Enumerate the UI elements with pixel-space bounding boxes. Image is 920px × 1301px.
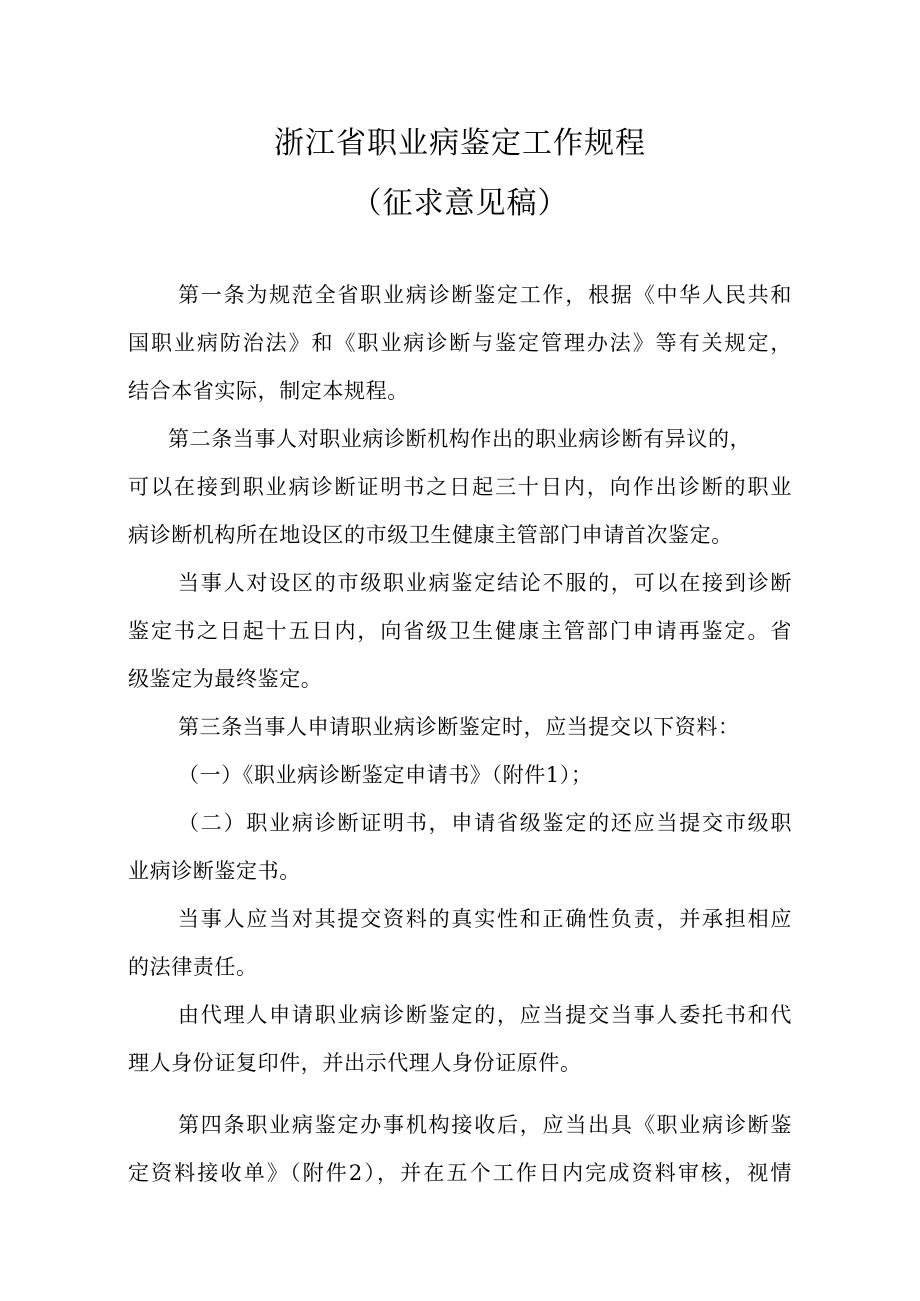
document-subtitle: （征求意见稿） <box>351 186 569 221</box>
paragraph-line: 第一条为规范全省职业病诊断鉴定工作，根据《中华人民共和 <box>178 283 792 307</box>
paragraph-line: 当事人对设区的市级职业病鉴定结论不服的，可以在接到诊断 <box>178 571 792 595</box>
paragraph-line: 国职业病防治法》和《职业病诊断与鉴定管理办法》等有关规定， <box>128 331 792 355</box>
paragraph-line: 业病诊断鉴定书。 <box>128 859 301 883</box>
paragraph-line: 结合本省实际，制定本规程。 <box>128 379 409 403</box>
paragraph-line: 定资料接收单》（附件2），并在五个工作日内完成资料审核，视情 <box>128 1161 792 1185</box>
paragraph-line: 鉴定书之日起十五日内，向省级卫生健康主管部门申请再鉴定。省 <box>128 619 792 643</box>
paragraph-line: 第二条当事人对职业病诊断机构作出的职业病诊断有异议的， <box>168 427 752 451</box>
paragraph-line: （一）《职业病诊断鉴定申请书》（附件1）； <box>178 763 593 787</box>
paragraph-line: 当事人应当对其提交资料的真实性和正确性负责，并承担相应 <box>178 907 792 931</box>
paragraph-line: 病诊断机构所在地设区的市级卫生健康主管部门申请首次鉴定。 <box>128 523 733 547</box>
paragraph-line: 第四条职业病鉴定办事机构接收后，应当出具《职业病诊断鉴 <box>178 1113 792 1137</box>
paragraph-line: 的法律责任。 <box>128 955 258 979</box>
paragraph-line: （二）职业病诊断证明书，申请省级鉴定的还应当提交市级职 <box>178 811 792 835</box>
paragraph-line: 理人身份证复印件，并出示代理人身份证原件。 <box>128 1051 582 1075</box>
paragraph-line: 级鉴定为最终鉴定。 <box>128 667 323 691</box>
paragraph-line: 可以在接到职业病诊断证明书之日起三十日内，向作出诊断的职业 <box>128 475 792 499</box>
paragraph-line: 第三条当事人申请职业病诊断鉴定时，应当提交以下资料： <box>178 715 740 739</box>
paragraph-line: 由代理人申请职业病诊断鉴定的，应当提交当事人委托书和代 <box>178 1003 792 1027</box>
document-title: 浙江省职业病鉴定工作规程 <box>274 126 646 161</box>
